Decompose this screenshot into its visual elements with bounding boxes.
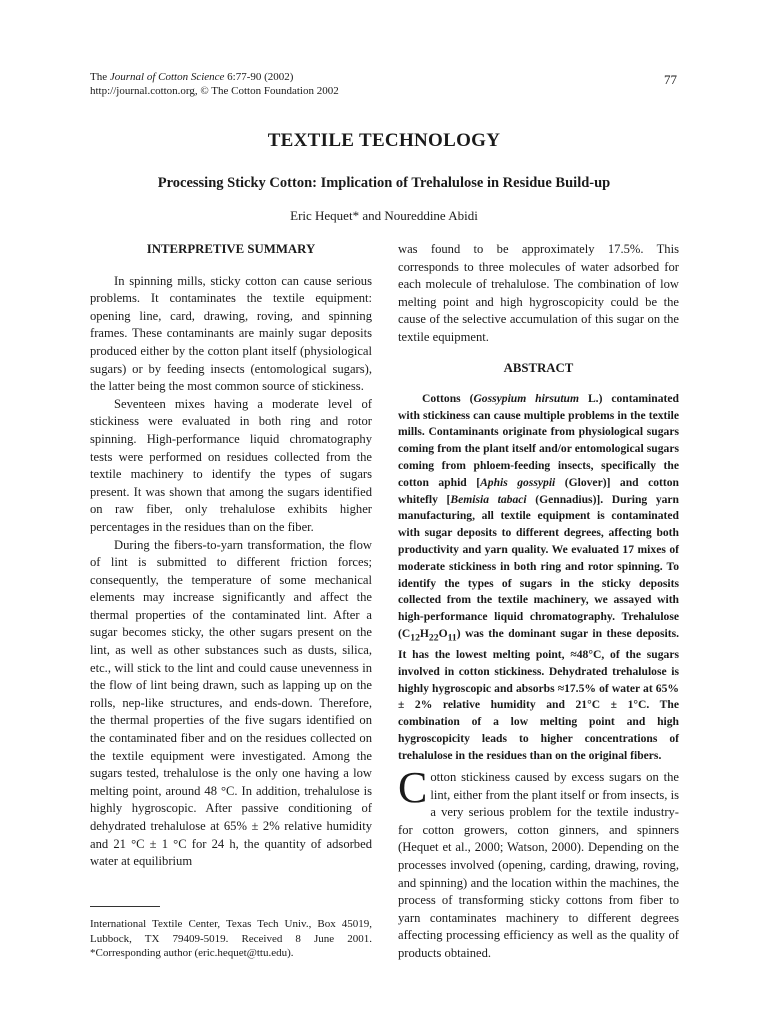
- journal-url-line: http://journal.cotton.org, © The Cotton Foundation 2002: [90, 85, 339, 97]
- drop-cap: C: [398, 763, 428, 812]
- page-number: 77: [664, 72, 677, 87]
- summary-paragraph: Seventeen mixes having a moderate level of stickiness were evaluated in both ring and rotor spinning. High-performance liquid chromatography tests were performed on residues collected from the textile machinery to identify the types of sugars present. It was shown that among the sugars identified on raw fiber, only trehalulose exhibits higher percentages in the residues than on the fiber.: [90, 396, 372, 534]
- summary-heading: INTERPRETIVE SUMMARY: [146, 242, 316, 256]
- intro-paragraph: otton stickiness caused by excess sugars on the lint, either from the plant itself or from insects, is a very serious problem for the textile industry-for cotton growers, cotton ginners, and spinners (Hequet et al., 2000; Watson, 2000). Depending on the processes involved (opening, carding, drawing, roving, and spinning) and the location within the machines, the process of transforming sticky cottons from fiber to yarn contaminates machinery to different degrees affecting processing efficiency as well as the quality of products obtained.: [398, 770, 679, 960]
- left-column: [90, 241, 372, 871]
- journal-citation: The Journal of Cotton Science 6:77-90 (2002): [90, 71, 294, 83]
- abstract-heading: ABSTRACT: [503, 361, 574, 375]
- paper-title: Processing Sticky Cotton: Implication of Trehalulose in Residue Build-up: [157, 175, 611, 191]
- introduction: [398, 763, 679, 963]
- abstract: [398, 360, 679, 765]
- abstract-paragraph: Cottons (Gossypium hirsutum L.) contaminated with stickiness can cause multiple problems in the textile mills. Contaminants originate from physiological sugars coming from the plant itself and/or entomological sugars coming from phloem-feeding insects, specifically the cotton aphid [Aphis gossypii (Glover)] and cotton whitefly [Bemisia tabaci (Gennadius)]. During yarn manufacturing, all textile equipment is contaminated with sugar deposits to different degrees, affecting both productivity and yarn quality. We evaluated 17 mixes of moderate stickiness in both ring and rotor spinning. To identify the types of sugars in the sticky deposits collected from the textile machinery, we assayed with high-performance liquid chromatography. Trehalulose $(C_{12}H_{22}O_{11})$ was the dominant sugar in these deposits. It has the lowest melting point, ≈48°C, of the sugars involved in cotton stickiness. Dehydrated trehalulose is highly hygroscopic and absorbs ≈17.5% of water at 65% ± 2% relative humidity and 21°C ± 1°C. The combination of a low melting point and high hygroscopicity leads to higher concentrations of trehalulose in the residues than on the original fibers.: [398, 391, 680, 762]
- right-column-summary: [398, 241, 679, 347]
- section-title: TEXTILE TECHNOLOGY: [267, 130, 501, 151]
- author-line: Eric Hequet* and Noureddine Abidi: [290, 208, 478, 223]
- summary-paragraph: In spinning mills, sticky cotton can cause serious problems. It contaminates the textile equipment: opening line, card, drawing, roving, and spinning frames. These contaminants are mainly sugar deposits produced either by the cotton plant itself (physiological sugars) or by feeding insects (entomological sugars), the latter being the most common source of stickiness.: [90, 273, 372, 394]
- summary-paragraph: During the fibers-to-yarn transformation, the flow of lint is submitted to different friction forces; consequently, the temperature of some mechanical elements may increase significantly and affect the thermal properties of the contaminated lint. After a sugar becomes sticky, the other sugars present on the lint, as well as other substances such as dusts, silica, etc., will stick to the lint and could cause unevenness in the flow of lint being drawn, such as lapping up on the rolls, nep-like structures, and ends-down. Therefore, the thermal properties of the five sugars identified on the contaminated fiber and on the residues collected on the textile equipment were investigated. Among the sugars tested, trehalulose is the only one having a low melting point, around 48 °C. In addition, trehalulose is highly hygroscopic. After passive conditioning of dehydrated trehalulose at 65% ± 2% relative humidity and 21 °C ± 1 °C for 24 h, the quantity of adsorbed water at equilibrium: [90, 537, 372, 869]
- journal-header: [90, 70, 339, 98]
- footnote-divider: [90, 906, 160, 907]
- summary-paragraph-continued: was found to be approximately 17.5%. This corresponds to three molecules of water adsorbed for each molecule of trehalulose. The combination of low melting point and high hygroscopicity could be the cause of the selective accumulation of this sugar on the textile equipment.: [398, 242, 679, 344]
- footnote: International Textile Center, Texas Tech Univ., Box 45019, Lubbock, TX 79409-5019. Received 8 June 2001. *Corresponding author (eric.hequet@ttu.edu).: [90, 918, 372, 959]
- journal-name: Journal of Cotton Science: [109, 71, 225, 83]
